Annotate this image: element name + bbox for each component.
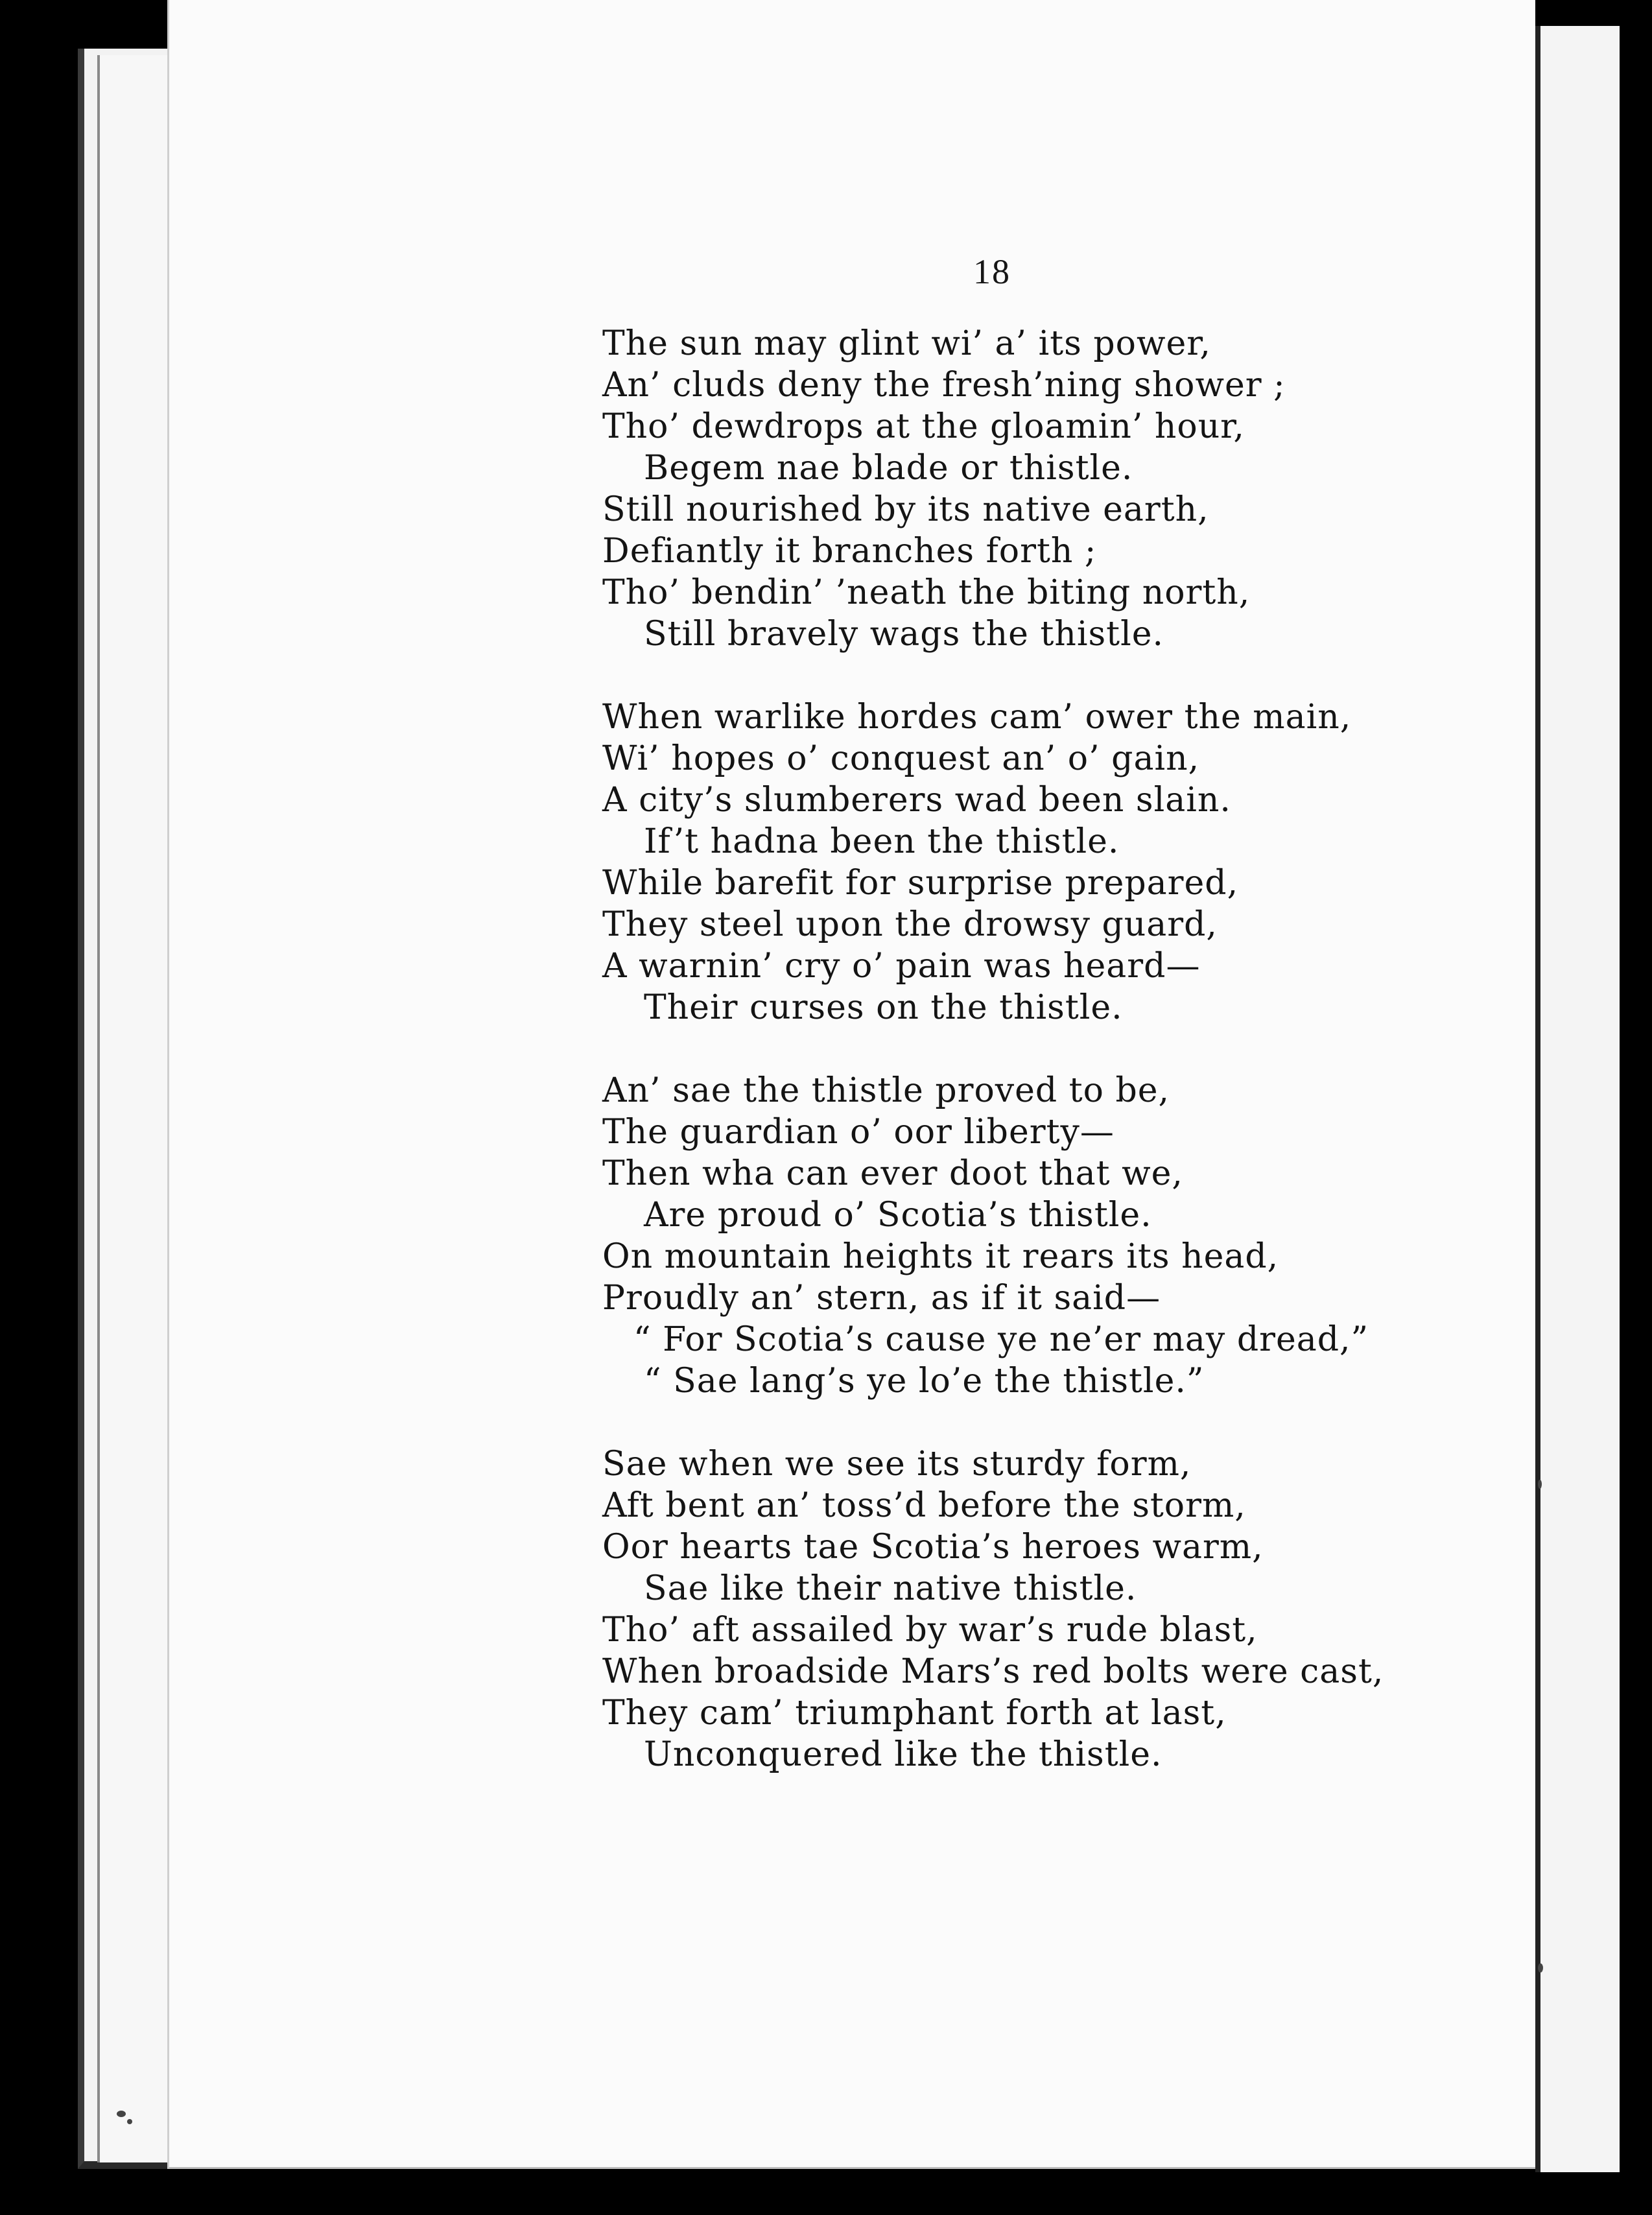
- poem-line: They cam’ triumphant forth at last,: [602, 1694, 1227, 1733]
- poem-line: Oor hearts tae Scotia’s heroes warm,: [602, 1528, 1264, 1567]
- poem-line-refrain: Still bravely wags the thistle.: [644, 615, 1164, 654]
- poem-line-refrain: Are proud o’ Scotia’s thistle.: [644, 1196, 1152, 1235]
- poem-line: An’ cluds deny the fresh’ning shower ;: [602, 366, 1286, 405]
- scan-speck: [127, 2119, 132, 2124]
- poem-line: Aft bent an’ toss’d before the storm,: [602, 1486, 1246, 1525]
- poem-line: On mountain heights it rears its head,: [602, 1237, 1279, 1276]
- poem-line-refrain: Begem nae blade or thistle.: [644, 449, 1133, 488]
- next-page-edge: [1535, 26, 1620, 2172]
- poem-line: They steel upon the drowsy guard,: [602, 905, 1218, 944]
- poem-line: The guardian o’ oor liberty—: [602, 1113, 1115, 1152]
- poem-line-quote: “ For Scotia’s cause ye ne’er may dread,”: [633, 1320, 1369, 1359]
- poem-line: A warnin’ cry o’ pain was heard—: [602, 947, 1201, 986]
- poem: [602, 323, 1471, 1817]
- page-number: 18: [973, 252, 1011, 291]
- poem-line: When warlike hordes cam’ ower the main,: [602, 698, 1352, 737]
- poem-line-refrain: Sae like their native thistle.: [644, 1569, 1137, 1608]
- stanza-1: [602, 323, 1471, 655]
- poem-line: Sae when we see its sturdy form,: [602, 1445, 1192, 1484]
- poem-line-refrain: Unconquered like the thistle.: [644, 1735, 1162, 1774]
- poem-line: A city’s slumberers wad been slain.: [602, 781, 1231, 820]
- scan-speck: [117, 2111, 126, 2117]
- poem-line: Defiantly it branches forth ;: [602, 532, 1097, 571]
- stanza-4: [602, 1443, 1471, 1775]
- poem-line: Proudly an’ stern, as if it said—: [602, 1279, 1161, 1318]
- stanza-3: [602, 1070, 1471, 1402]
- poem-line: The sun may glint wi’ a’ its power,: [602, 324, 1211, 363]
- poem-line: Still nourished by its native earth,: [602, 490, 1209, 529]
- poem-line: When broadside Mars’s red bolts were cast,: [602, 1652, 1384, 1691]
- poem-line-refrain: If’t hadna been the thistle.: [644, 822, 1120, 861]
- poem-line: Then wha can ever doot that we,: [602, 1154, 1183, 1193]
- poem-line-refrain: “ Sae lang’s ye lo’e the thistle.”: [644, 1362, 1205, 1401]
- scan-speck: [1538, 1480, 1542, 1489]
- poem-line: While barefit for surprise prepared,: [602, 864, 1239, 903]
- poem-line-refrain: Their curses on the thistle.: [644, 988, 1123, 1027]
- scan-speck: [1538, 1963, 1543, 1972]
- poem-line: Tho’ dewdrops at the gloamin’ hour,: [602, 407, 1245, 446]
- stanza-2: [602, 696, 1471, 1028]
- page-leaf: [167, 0, 1535, 2169]
- poem-line: Wi’ hopes o’ conquest an’ o’ gain,: [602, 739, 1200, 778]
- poem-line: Tho’ aft assailed by war’s rude blast,: [602, 1611, 1258, 1650]
- poem-line: Tho’ bendin’ ’neath the biting north,: [602, 573, 1251, 612]
- poem-line: An’ sae the thistle proved to be,: [602, 1071, 1170, 1110]
